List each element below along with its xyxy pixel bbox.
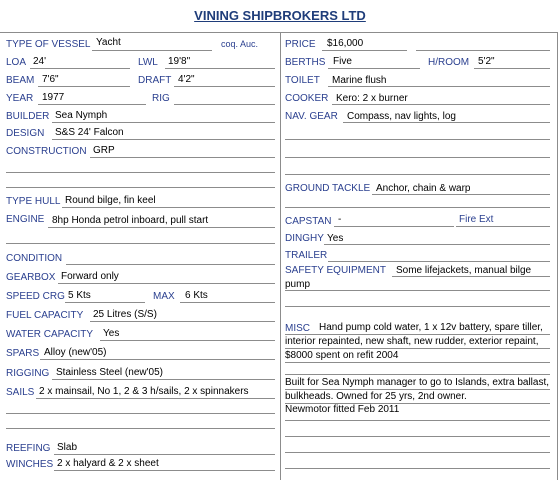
toilet-label: TOILET	[285, 75, 320, 86]
capstan-label: CAPSTAN	[285, 216, 332, 227]
price-line-2	[416, 50, 550, 51]
misc-value: Hand pump cold water, 1 x 12v battery, spare tiller, interior repainted, new shaft, new rudder, exterior repaint, $8000 spent on refit 2004	[285, 322, 543, 361]
safety-equipment-label: SAFETY EQUIPMENT	[285, 265, 386, 276]
fuel-capacity-label: FUEL CAPACITY	[6, 310, 84, 321]
safety-equipment-line	[392, 276, 550, 277]
condition-label: CONDITION	[6, 253, 63, 264]
loa-label: LOA	[6, 57, 27, 68]
type-of-vessel-line	[92, 50, 212, 51]
condition-line	[66, 264, 275, 265]
construction-value: GRP	[93, 145, 115, 156]
ground-tackle-line	[372, 194, 550, 195]
blank-line	[6, 243, 275, 244]
toilet-value: Marine flush	[332, 75, 387, 86]
blank-line	[6, 413, 275, 414]
water-capacity-label: WATER CAPACITY	[6, 329, 94, 340]
blank-line	[285, 174, 550, 175]
misc-line	[285, 334, 550, 335]
beam-line	[38, 86, 130, 87]
design-label: DESIGN	[6, 128, 45, 139]
notes-line	[285, 374, 550, 375]
loa-line	[30, 68, 130, 69]
blank-line	[285, 157, 550, 158]
type-of-vessel-value: Yacht	[96, 37, 121, 48]
gearbox-line	[58, 283, 275, 284]
draft-line	[174, 86, 275, 87]
rigging-label: RIGGING	[6, 368, 50, 379]
capstan-line	[334, 226, 454, 227]
blank-line	[6, 428, 275, 429]
trailer-label: TRAILER	[285, 250, 328, 261]
type-hull-label: TYPE HULL	[6, 196, 61, 207]
nav-gear-label: NAV. GEAR	[285, 111, 338, 122]
max-line	[180, 302, 275, 303]
type-hull-value: Round bilge, fin keel	[65, 195, 156, 206]
misc-label: MISC	[285, 323, 310, 334]
sails-label: SAILS	[6, 387, 35, 398]
rigging-value: Stainless Steel (new'05)	[56, 367, 163, 378]
blank-line	[285, 436, 550, 437]
trailer-line	[328, 261, 550, 262]
sails-line	[36, 398, 275, 399]
reefing-value: Slab	[57, 442, 78, 453]
ground-tackle-label: GROUND TACKLE	[285, 183, 371, 194]
nav-gear-value: Compass, nav lights, log	[347, 111, 456, 122]
reefing-line	[54, 454, 275, 455]
price-label: PRICE	[285, 39, 316, 50]
water-capacity-line	[100, 340, 275, 341]
column-divider	[280, 32, 281, 480]
hroom-label: H/ROOM	[428, 57, 470, 68]
sails-value: 2 x mainsail, No 1, 2 & 3 h/sails, 2 x spinnakers	[39, 386, 249, 397]
builder-label: BUILDER	[6, 111, 50, 122]
notes-line	[285, 389, 550, 390]
notes-line	[285, 403, 550, 404]
year-value: 1977	[42, 92, 65, 103]
notes-value: Built for Sea Nymph manager to go to Islands, extra ballast, bulkheads. Owned for 25 yrs, 2nd owner.	[285, 377, 550, 402]
spars-line	[40, 359, 275, 360]
builder-value: Sea Nymph	[55, 110, 108, 121]
toilet-line	[328, 86, 550, 87]
dinghy-line	[324, 244, 550, 245]
safety-equipment-value-2: pump	[285, 279, 311, 290]
fire-ext-line	[456, 226, 550, 227]
draft-value: 4'2"	[178, 74, 195, 85]
construction-label: CONSTRUCTION	[6, 146, 87, 157]
dinghy-label: DINGHY	[285, 233, 324, 244]
hroom-value: 5'2"	[478, 56, 495, 67]
blank-line	[6, 172, 275, 173]
winches-label: WINCHES	[6, 459, 54, 470]
winches-line	[54, 470, 275, 471]
type-of-vessel-suffix: coq. Auc.	[221, 39, 259, 49]
gearbox-label: GEARBOX	[6, 272, 56, 283]
blank-line	[285, 452, 550, 453]
builder-line	[52, 122, 275, 123]
hroom-line	[474, 68, 550, 69]
water-capacity-value: Yes	[103, 328, 120, 339]
speed-crg-line	[65, 302, 145, 303]
capstan-value: -	[338, 214, 342, 225]
year-label: YEAR	[6, 93, 34, 104]
blank-line	[285, 468, 550, 469]
cooker-value: Kero: 2 x burner	[336, 93, 408, 104]
misc-line	[285, 362, 550, 363]
speed-crg-label: SPEED CRG	[6, 291, 65, 302]
lwl-line	[165, 68, 275, 69]
berths-line	[328, 68, 420, 69]
gearbox-value: Forward only	[61, 271, 119, 282]
design-line	[52, 139, 275, 140]
dinghy-value: Yes	[327, 233, 344, 244]
construction-line	[90, 157, 275, 158]
max-label: MAX	[153, 291, 175, 302]
cooker-label: COOKER	[285, 93, 329, 104]
lwl-label: LWL	[138, 57, 158, 68]
winches-value: 2 x halyard & 2 x sheet	[57, 458, 159, 469]
fire-ext-label: Fire Ext	[459, 214, 494, 225]
blank-line	[285, 420, 550, 421]
spars-label: SPARS	[6, 348, 40, 359]
speed-crg-value: 5 Kts	[68, 290, 91, 301]
blank-line	[285, 207, 550, 208]
draft-label: DRAFT	[138, 75, 172, 86]
misc-line	[285, 348, 550, 349]
page-title: VINING SHIPBROKERS LTD	[194, 8, 366, 23]
nav-gear-line	[343, 122, 550, 123]
beam-value: 7'6"	[42, 74, 59, 85]
year-line	[38, 104, 146, 105]
beam-label: BEAM	[6, 75, 35, 86]
price-value: $16,000	[327, 38, 364, 49]
fuel-capacity-value: 25 Litres (S/S)	[93, 309, 157, 320]
design-value: S&S 24' Falcon	[55, 127, 124, 138]
type-hull-line	[62, 207, 275, 208]
blank-line	[285, 306, 550, 307]
price-line	[322, 50, 407, 51]
max-value: 6 Kts	[185, 290, 208, 301]
berths-label: BERTHS	[285, 57, 326, 68]
blank-line	[6, 187, 275, 188]
fuel-capacity-line	[90, 321, 275, 322]
engine-value: 8hp Honda petrol inboard, pull start	[52, 215, 209, 226]
safety-equipment-value: Some lifejackets, manual bilge	[396, 265, 532, 276]
cooker-line	[332, 104, 550, 105]
type-of-vessel-label: TYPE OF VESSEL	[6, 39, 91, 50]
rig-label: RIG	[152, 93, 170, 104]
blank-line	[285, 139, 550, 140]
spars-value: Alloy (new'05)	[44, 347, 107, 358]
loa-value: 24'	[33, 56, 47, 67]
engine-label: ENGINE	[6, 214, 45, 225]
safety-equipment-line-2	[285, 290, 550, 291]
top-rule	[0, 32, 558, 33]
notes-value-2: Newmotor fitted Feb 2011	[285, 404, 400, 415]
lwl-value: 19'8"	[168, 56, 191, 67]
berths-value: Five	[333, 56, 352, 67]
reefing-label: REEFING	[6, 443, 51, 454]
engine-line	[48, 227, 275, 228]
rig-line	[174, 104, 275, 105]
right-edge	[557, 32, 558, 480]
rigging-line	[52, 379, 275, 380]
ground-tackle-value: Anchor, chain & warp	[376, 183, 471, 194]
